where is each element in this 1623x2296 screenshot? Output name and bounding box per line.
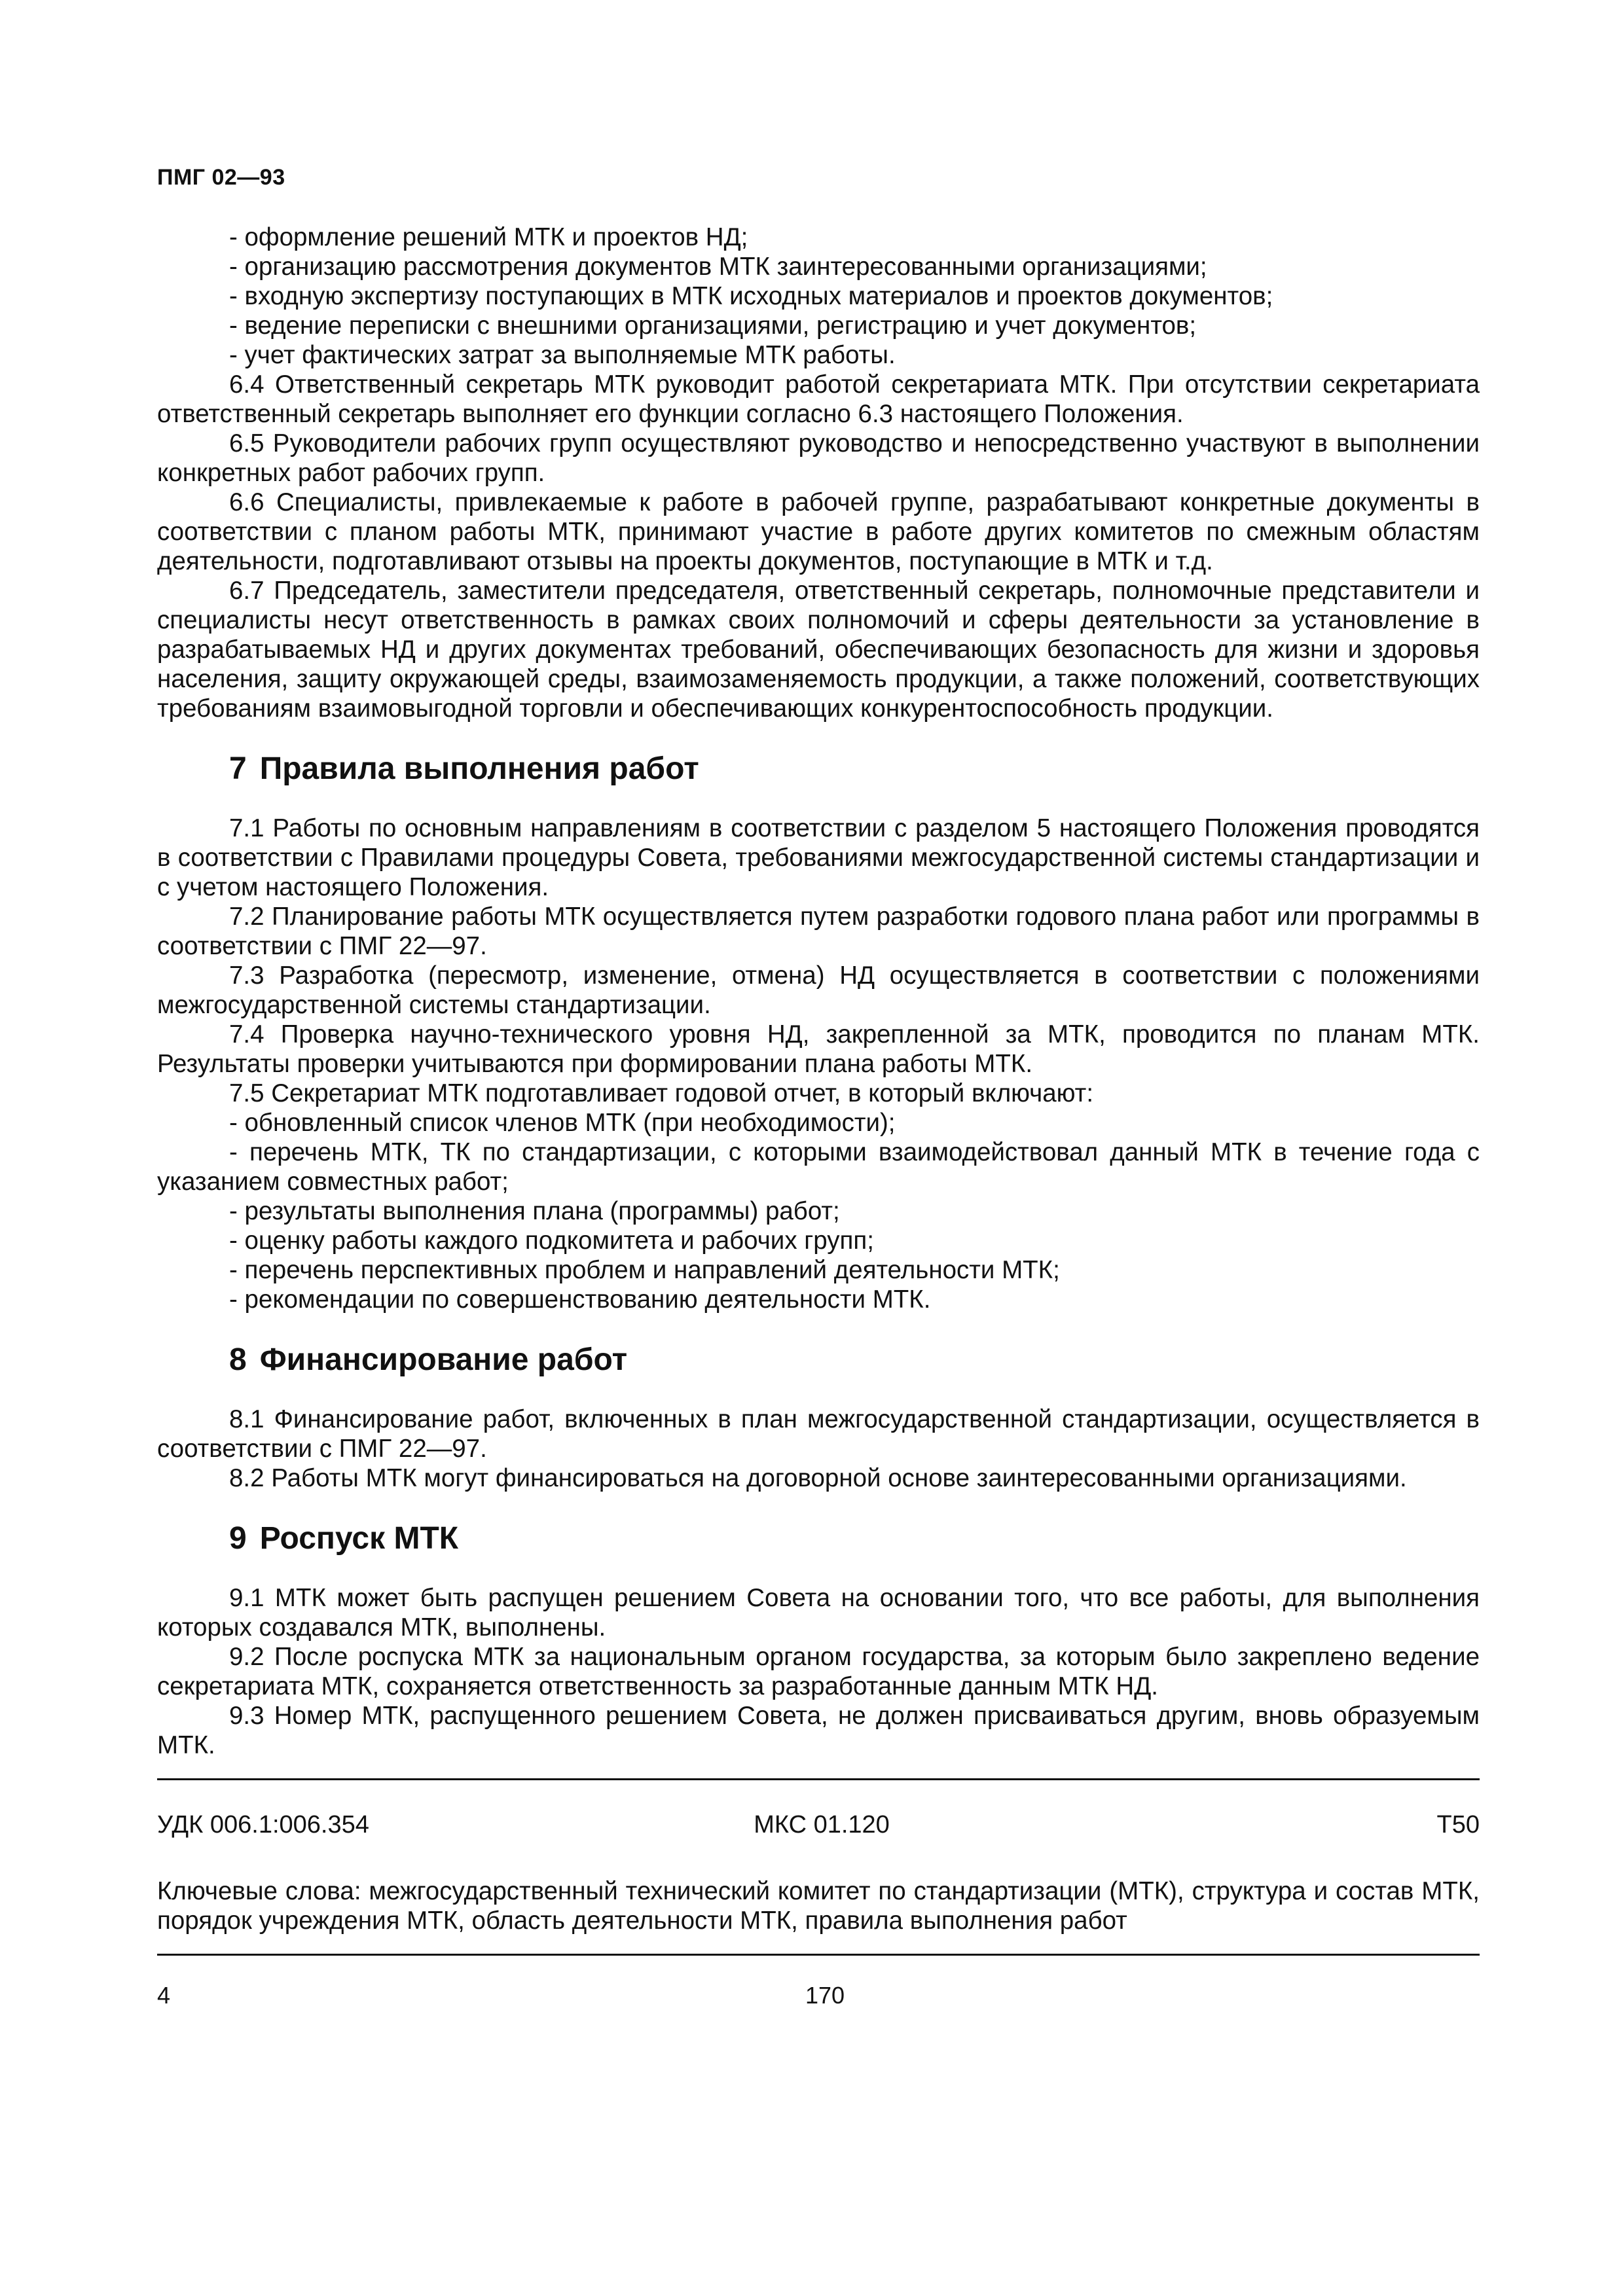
keywords: Ключевые слова: межгосударственный технический комитет по стандартизации (МТК), структура и состав МТК, порядок учреждения МТК, область деятельности МТК, правила выполнения работ	[157, 1877, 1480, 1935]
paragraph-7-2: 7.2 Планирование работы МТК осуществляется путем разработки годового плана работ или программы в соответствии с ПМГ 22—97.	[157, 903, 1480, 960]
page-footer	[157, 1981, 1480, 2010]
section-9-heading	[229, 1519, 1480, 1558]
footer-divider-bottom	[157, 1954, 1480, 1956]
list-item: - перечень перспективных проблем и направлений деятельности МТК;	[229, 1256, 1060, 1284]
list-item: - входную экспертизу поступающих в МТК исходных материалов и проектов документов;	[229, 282, 1273, 310]
list-item: - перечень МТК, ТК по стандартизации, с которыми взаимодействовал данный МТК в течение года с указанием совместных работ;	[157, 1138, 1480, 1196]
paragraph-7-3: 7.3 Разработка (пересмотр, изменение, отмена) НД осуществляется в соответствии с положениями межгосударственной системы стандартизации.	[157, 961, 1480, 1019]
list-item: - организацию рассмотрения документов МТК заинтересованными организациями;	[229, 253, 1207, 281]
paragraph-7-4: 7.4 Проверка научно-технического уровня НД, закрепленной за МТК, проводится по планам МТК. Результаты проверки учитываются при формировании плана работы МТК.	[157, 1020, 1480, 1078]
section-title: Финансирование работ	[259, 1342, 628, 1377]
paragraph-7-1: 7.1 Работы по основным направлениям в соответствии с разделом 5 настоящего Положения проводятся в соответствии с Правилами процедуры Совета, требованиями межгосударственной системы стандартизации и с учетом настоящего Положения.	[157, 814, 1480, 901]
document-code-header: ПМГ 02—93	[157, 165, 285, 190]
classification-row	[157, 1810, 1480, 1840]
section-number: 9	[229, 1521, 247, 1556]
section-7-heading	[229, 749, 1480, 789]
section-number: 7	[229, 751, 247, 786]
footer-divider-top	[157, 1778, 1480, 1780]
list-item: - результаты выполнения плана (программы) работ;	[229, 1197, 840, 1225]
sheet-number: 170	[805, 1982, 845, 2009]
paragraph-8-1: 8.1 Финансирование работ, включенных в план межгосударственной стандартизации, осуществляется в соответствии с ПМГ 22—97.	[157, 1405, 1480, 1463]
document-page	[157, 0, 1480, 2296]
category-code: Т50	[1436, 1811, 1480, 1839]
paragraph-7-5: 7.5 Секретариат МТК подготавливает годовой отчет, в который включают:	[229, 1079, 1094, 1107]
paragraph-9-1: 9.1 МТК может быть распущен решением Совета на основании того, что все работы, для выполнения которых создавался МТК, выполнены.	[157, 1584, 1480, 1641]
paragraph-6-6: 6.6 Специалисты, привлекаемые к работе в рабочей группе, разрабатывают конкретные документы в соответствии с планом работы МТК, принимают участие в работе других комитетов по смежным областям деятельности, подготавливают отзывы на проекты документов, поступающие в МТК и т.д.	[157, 488, 1480, 575]
section-number: 8	[229, 1342, 247, 1377]
paragraph-8-2: 8.2 Работы МТК могут финансироваться на договорной основе заинтересованными организациями.	[229, 1464, 1407, 1492]
section-8-heading	[229, 1340, 1480, 1380]
paragraph-6-4: 6.4 Ответственный секретарь МТК руководит работой секретариата МТК. При отсутствии секретариата ответственный секретарь выполняет его функции согласно 6.3 настоящего Положения.	[157, 370, 1480, 428]
paragraph-6-7: 6.7 Председатель, заместители председателя, ответственный секретарь, полномочные представители и специалисты несут ответственность в рамках своих полномочий и сферы деятельности за установление в разрабатываемых НД и других документах требований, обеспечивающих безопасность для жизни и здоровья населения, защиту окружающей среды, взаимозаменяемость продукции, а также положений, соответствующих требованиям взаимовыгодной торговли и обеспечивающих конкурентоспособность продукции.	[157, 577, 1480, 723]
list-item: - учет фактических затрат за выполняемые МТК работы.	[229, 341, 896, 369]
section-title: Правила выполнения работ	[259, 751, 699, 786]
document-body	[157, 223, 1480, 2010]
paragraph-9-2: 9.2 После роспуска МТК за национальным органом государства, за которым было закреплено ведение секретариата МТК, сохраняется ответственность за разработанные данным МТК НД.	[157, 1643, 1480, 1700]
udk-code: УДК 006.1:006.354	[157, 1811, 369, 1839]
mks-code: МКС 01.120	[754, 1811, 890, 1839]
list-item: - обновленный список членов МТК (при необходимости);	[229, 1109, 896, 1137]
paragraph-6-5: 6.5 Руководители рабочих групп осуществляют руководство и непосредственно участвуют в выполнении конкретных работ рабочих групп.	[157, 429, 1480, 487]
section-title: Роспуск МТК	[259, 1521, 459, 1556]
list-item: - оценку работы каждого подкомитета и рабочих групп;	[229, 1227, 874, 1255]
list-item: - рекомендации по совершенствованию деятельности МТК.	[229, 1285, 931, 1314]
paragraph-9-3: 9.3 Номер МТК, распущенного решением Совета, не должен присваиваться другим, вновь образуемым МТК.	[157, 1702, 1480, 1759]
page-number: 4	[157, 1982, 171, 2009]
list-item: - оформление решений МТК и проектов НД;	[229, 223, 748, 251]
list-item: - ведение переписки с внешними организациями, регистрацию и учет документов;	[229, 312, 1197, 340]
